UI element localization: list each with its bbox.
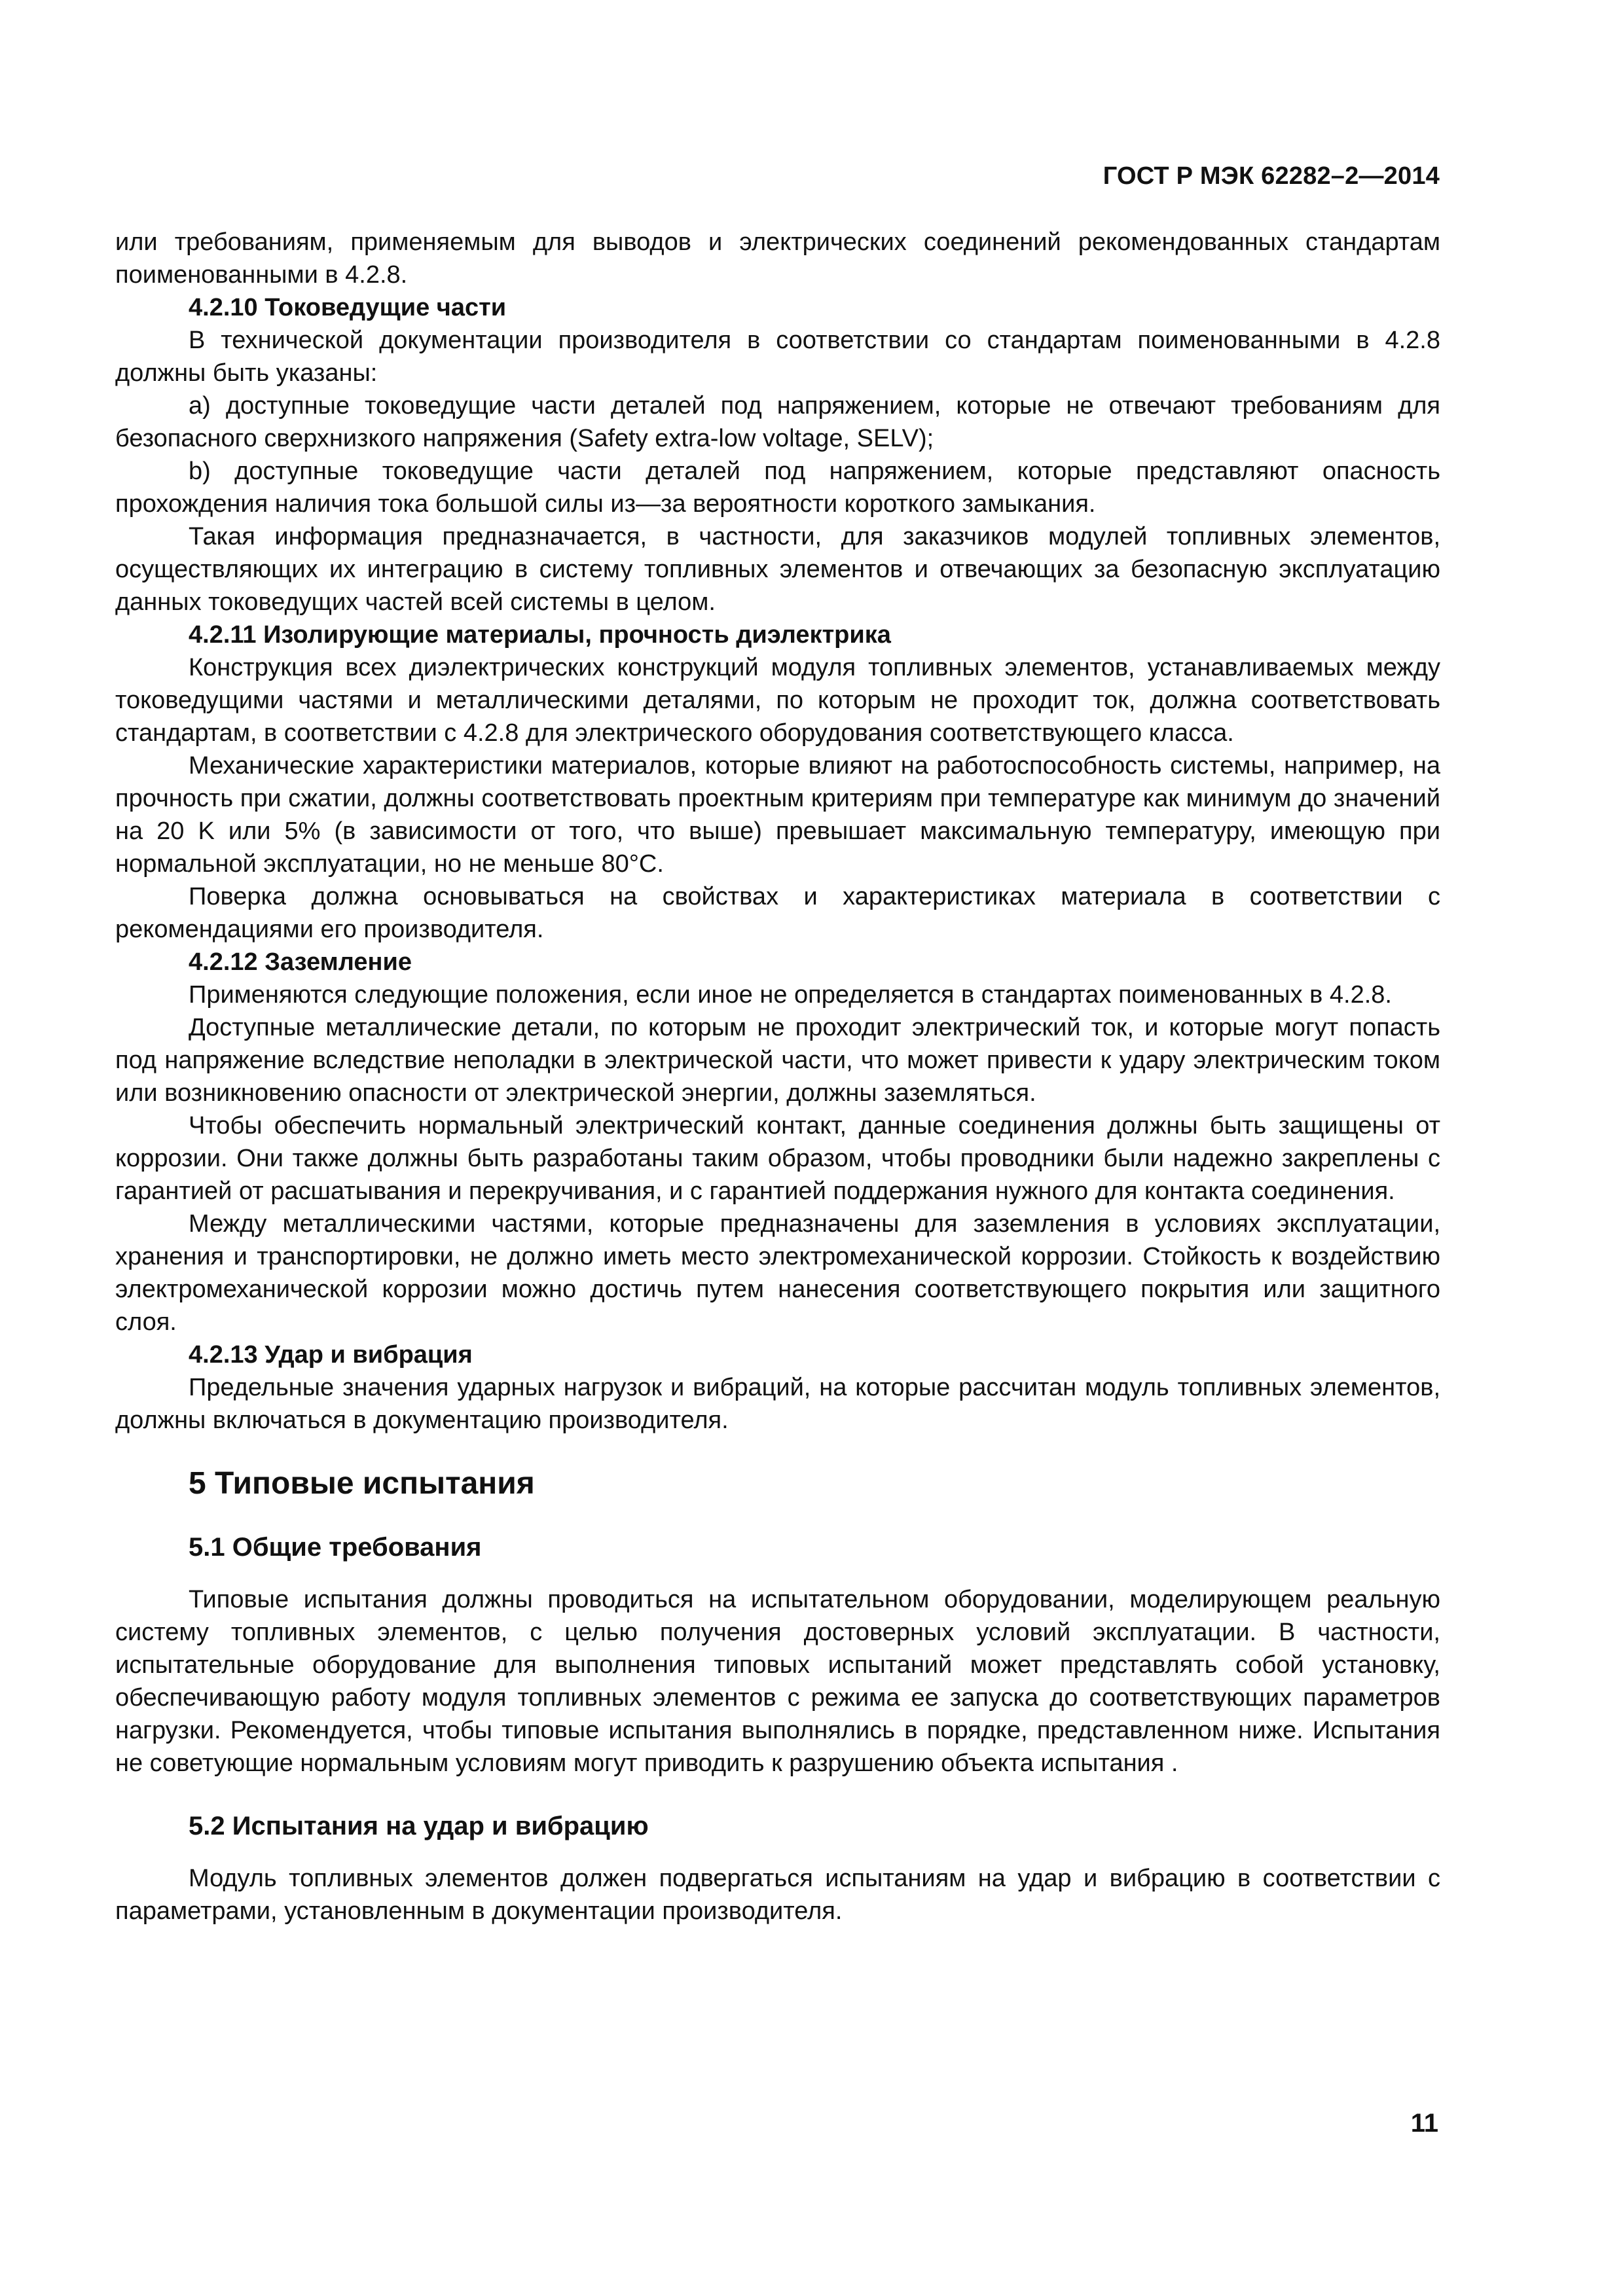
paragraph: Типовые испытания должны проводиться на испытательном оборудовании, моделирующем реальную систему топливных элементов, с целью получения достоверных условий эксплуатации. В частности, испытательные оборудование для выполнения типовых испытаний может представлять собой установку, обеспечивающую работу модуля топливных элементов с режима ее запуска до соответствующих параметров нагрузки. Рекомендуется, чтобы типовые испытания выполнялись в порядке, представленном ниже. Испытания не советующие нормальным условиям могут приводить к разрушению объекта испытания . bbox=[115, 1586, 1440, 1777]
paragraph: Предельные значения ударных нагрузок и вибраций, на которые рассчитан модуль топливных элементов, должны включаться в документацию производителя. bbox=[115, 1374, 1440, 1434]
paragraph: Между металлическими частями, которые предназначены для заземления в условиях эксплуатации, хранения и транспортировки, не должно иметь место электромеханической коррозии. Стойкость к воздействию электромеханической коррозии можно достичь путем нанесения соответствующего покрытия или защитного слоя. bbox=[115, 1210, 1440, 1336]
paragraph: Конструкция всех диэлектрических конструкций модуля топливных элементов, устанавливаемых между токоведущими частями и металлическими деталями, по которым не проходит ток, должна соответствовать стандартам, в соответствии с 4.2.8 для электрического оборудования соответствующего класса. bbox=[115, 654, 1440, 747]
page-number: 11 bbox=[1410, 2109, 1438, 2138]
clause-heading-4-2-13: 4.2.13 Удар и вибрация bbox=[189, 1341, 473, 1369]
paragraph: Чтобы обеспечить нормальный электрический контакт, данные соединения должны быть защищены от коррозии. Они также должны быть разработаны таким образом, чтобы проводники были надежно закреплены с гарантией от расшатывания и перекручивания, и с гарантией поддержания нужного для контакта соединения. bbox=[115, 1112, 1440, 1205]
list-item-b: b) доступные токоведущие части деталей под напряжением, которые представляют опасность прохождения наличия тока большой силы из—за вероятности короткого замыкания. bbox=[115, 457, 1440, 518]
subsection-heading-5-1: 5.1 Общие требования bbox=[189, 1533, 482, 1562]
clause-heading-4-2-10: 4.2.10 Токоведущие части bbox=[189, 294, 507, 321]
paragraph: Поверка должна основываться на свойствах и характеристиках материала в соответствии с рекомендациями его производителя. bbox=[115, 883, 1440, 943]
paragraph: В технической документации производителя в соответствии со стандартам поименованными в 4.2.8 должны быть указаны: bbox=[115, 327, 1440, 387]
clause-heading-4-2-12: 4.2.12 Заземление bbox=[189, 948, 412, 976]
clause-heading-4-2-11: 4.2.11 Изолирующие материалы, прочность диэлектрика bbox=[189, 621, 891, 649]
section-heading-5: 5 Типовые испытания bbox=[189, 1466, 535, 1501]
paragraph: Такая информация предназначается, в частности, для заказчиков модулей топливных элементов, осуществляющих их интеграцию в систему топливных элементов и отвечающих за безопасную эксплуатацию данных токоведущих частей всей системы в целом. bbox=[115, 523, 1440, 616]
document-header-id: ГОСТ Р МЭК 62282–2—2014 bbox=[1103, 162, 1440, 190]
paragraph: или требованиям, применяемым для выводов и электрических соединений рекомендованных стандартам поименованными в 4.2.8. bbox=[115, 228, 1440, 289]
paragraph: Модуль топливных элементов должен подвергаться испытаниям на удар и вибрацию в соответствии с параметрами, установленным в документации производителя. bbox=[115, 1865, 1440, 1925]
list-item-a: a) доступные токоведущие части деталей под напряжением, которые не отвечают требованиям для безопасного сверхнизкого напряжения (Safety extra-low voltage, SELV); bbox=[115, 392, 1440, 452]
spacer bbox=[115, 1780, 1440, 1797]
paragraph: Доступные металлические детали, по которым не проходит электрический ток, и которые могут попасть под напряжение вследствие неполадки в электрической части, что может привести к удару электрическим током или возникновению опасности от электрической энергии, должны заземляться. bbox=[115, 1014, 1440, 1107]
document-body bbox=[115, 226, 1440, 1928]
paragraph: Механические характеристики материалов, которые влияют на работоспособность системы, например, на прочность при сжатии, должны соответствовать проектным критериям при температуре как минимум до значений на 20 K или 5% (в зависимости от того, что выше) превышает максимальную температуру, имеющую при нормальной эксплуатации, но не меньше 80°C. bbox=[115, 752, 1440, 878]
subsection-heading-5-2: 5.2 Испытания на удар и вибрацию bbox=[189, 1812, 649, 1840]
paragraph: Применяются следующие положения, если иное не определяется в стандартах поименованных в 4.2.8. bbox=[189, 981, 1392, 1009]
